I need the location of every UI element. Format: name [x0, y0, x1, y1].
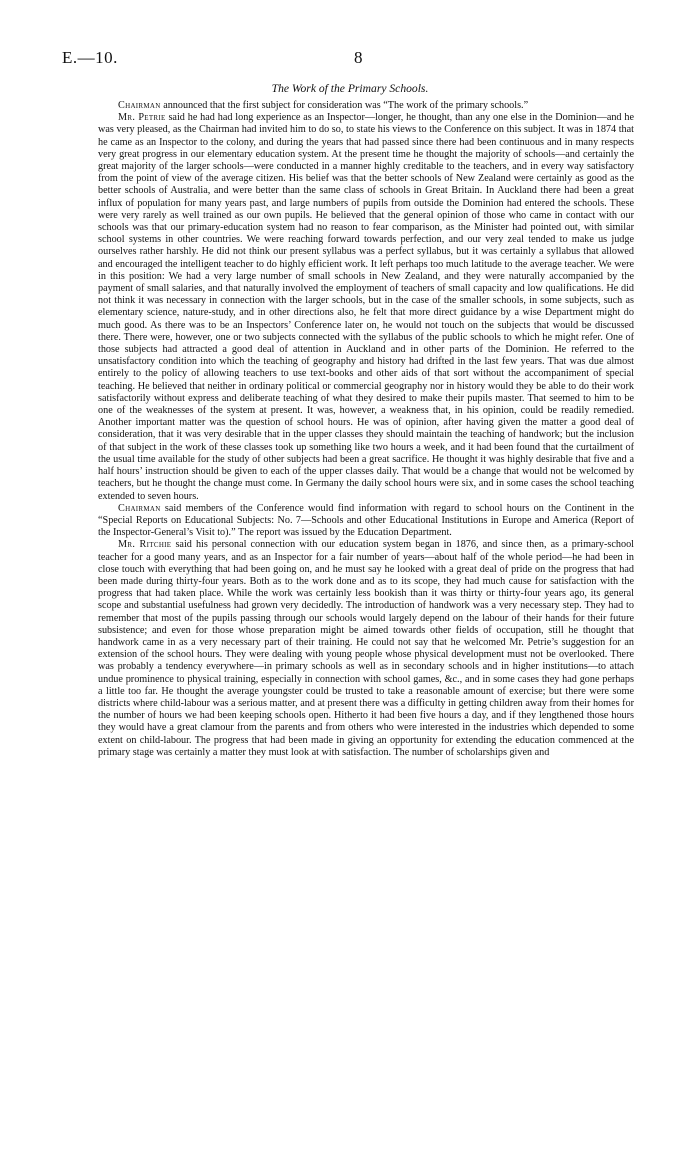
paragraph: [98, 112, 634, 503]
page-header: [62, 48, 660, 72]
section-title: The Work of the Primary Schools.: [271, 82, 429, 95]
paragraph-text: said his personal connection with our education system began in 1876, and since then, as a primary-school teacher for a good many years, and as an Inspector for a fair number of years—about half of the whole period—he had been in close touch with everything that had been going on, and he must say he looked with a great deal of pride on the progress that had been made during thirty-four years. Both as to the work done and as to its scope, they had much cause for satisfaction with the progress that had taken place. While the work was certainly less bookish than it was thirty or thirty-four years ago, its general scope and substantial usefulness had grown very decidedly. The introduction of handwork was a very necessary step. They had to remember that most of the pupils passing through our schools would largely depend on the labour of their hands for their future subsistence; and even for those whose preparation might be aimed towards other fields of occupation, still he thought that handwork came in as a very necessary part of their training. He could not say that he welcomed Mr. Petrie’s suggestion for an extension of the school hours. They were dealing with young people whose physical development must not be overlooked. There was probably a tendency everywhere—in primary schools as well as in secondary schools and in higher institutions—to attach undue prominence to physical training, especially in connection with school games, &c., and in some cases they had gone perhaps a little too far. He thought the average youngster could be trusted to take a reasonable amount of exercise; but there were some districts where child-labour was a serious matter, and at present there was a difficulty in getting children away from their homes for the number of hours we had been keeping schools open. Hitherto it had been five hours a day, and if they lengthened those hours they would have a great clamour from the parents and from others who were interested in the industries which depended to some extent on child-labour. The progress that had been made in giving an opportunity for extending the education commenced at the primary stage was certainly a matter they must look at with satisfaction. The number of scholarships given and: [98, 539, 634, 758]
speaker-name: Mr. Ritchie: [118, 539, 172, 551]
page-number: 8: [354, 48, 363, 67]
paragraph-text: said members of the Conference would find information with regard to school hours on the Continent in the “Special Reports on Educational Subjects: No. 7—Schools and other Educational Institutions in Europe and America (Report of the Inspector-General’s Visit to).” The report was issued by the Education Department.: [98, 502, 634, 539]
document-reference: E.—10.: [62, 48, 118, 67]
speaker-name: Mr. Petrie: [118, 112, 166, 124]
paragraph-text: announced that the first subject for consideration was “The work of the primary schools.”: [160, 100, 529, 111]
paragraph: [98, 503, 634, 540]
body-text: [98, 100, 634, 759]
speaker-name: Chairman: [118, 502, 161, 514]
paragraph: [98, 100, 634, 112]
paragraph: [98, 539, 634, 759]
speaker-name: Chairman: [118, 100, 161, 111]
paragraph-text: said he had had long experience as an Inspector—longer, he thought, than any one else in the Dominion—and he was very pleased, as the Chairman had invited him to do so, to state his views to the Conference on this subject. It was in 1874 that he came as an Inspector to the colony, and during the years that had passed since there had been continuous and in many respects very great progress in our elementary education system. At the present time he thought the majority of schools—and certainly the great majority of the larger schools—were conducted in a manner highly creditable to the teachers, and in every way satisfactory from the point of view of the average citizen. His belief was that the better schools of New Zealand were certainly as good as the better schools of Australia, and were better than the same class of schools in Great Britain. In Auckland there had been a great influx of population for many years past, and large numbers of pupils from outside the Dominion had entered the schools. These were very rarely as well trained as our own pupils. He believed that the general opinion of those who came in contact with our schools was that our primary-education system had no reason to fear comparison, as the Minister had pointed out, with similar school systems in other countries. We were reaching forward towards perfection, and our very zeal tended to make us judge ourselves rather harshly. He did not think our present syllabus was a perfect syllabus, but it was certainly a syllabus that allowed and encouraged the intelligent teacher to do highly efficient work. It left perhaps too much latitude to the average teacher. We were in this position: We had a very large number of small schools in New Zealand, and they were naturally accompanied by the payment of small salaries, and that naturally involved the employment of teachers of small capacity and low qualifications. He did not think it was necessary in connection with the larger schools, but in the case of the smaller schools, in some subjects, such as elementary science, nature-study, and in other directions also, he felt that more direct guidance by a wise Department might do much good. As there was to be an Inspectors’ Conference later on, he would not touch on the subjects that would be discussed there. There were, however, one or two subjects connected with the syllabus of the public schools to which he might refer. One of those subjects had attracted a good deal of attention in Auckland and in other parts of the Dominion. He referred to the unsatisfactory condition into which the teaching of geography and history had drifted in the last few years. That was due almost entirely to the policy of allowing teachers to use text-books and other aids of that sort without the accompaniment of special teaching. He believed that neither in ordinary political or commercial geography nor in history would they be able to do their work satisfactorily without express and deliberate teaching of what they desired to make their pupils master. That seemed to him to be one of the weaknesses of the system at present. It was, however, a weakness that, in his opinion, could be readily remedied. Another important matter was the question of school hours. He was of opinion, after having given the matter a good deal of consideration, that it was very desirable that in the upper classes they should maintain the teaching of handwork; but the inclusion of that subject in the work of these classes took up something like two hours a week, and it had been found that the curtailment of the usual time available for the study of other subjects had been a great sacrifice. He thought it was highly desirable that five and a half hours’ instruction should be given to each of the upper classes daily. That would be a change that would not be welcomed by teachers, but he thought the change must come. In Germany the daily school hours were six, and in some cases the school teaching extended to seven hours.: [98, 112, 634, 502]
